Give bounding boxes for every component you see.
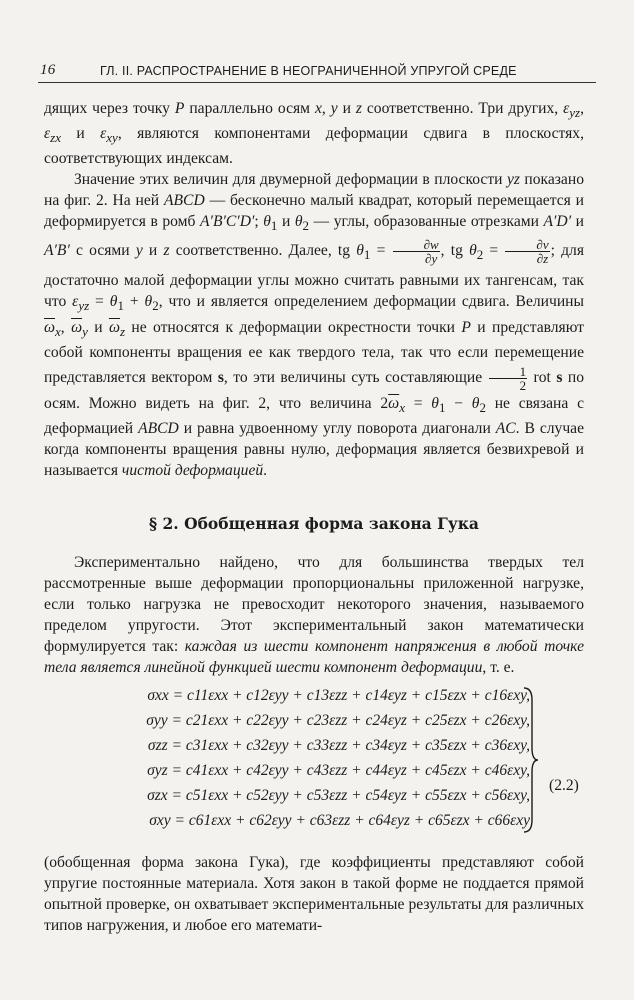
paragraph-strain-components: дящих через точку P параллельно осям x, y и z соответственно. Три других, $\varepsilon_{yz}$, $\varepsilon_{zx}$ и $\varepsilon_{xy}$, являются компонентами деформации сдвига в плоскостях, соответствующих индексам.	[44, 100, 585, 168]
page-number: 16	[40, 62, 56, 78]
running-header	[38, 60, 596, 83]
paragraph-two-dimensional-strain: Значение этих величин для двумерной деформации в плоскости yz показано на фиг. 2. На ней ABCD — бесконечно малый квадрат, который перемещается и деформируется в ромб A′B′C′D′; $\theta_1$ и $\theta_2$ — углы, образованные отрезками A′D′ и A′B′ с осями y и z соответственно. Далее, tg $\theta_1$ = $\frac{\partial w}{\partial y}$ , tg $\theta_2$ = $\frac{\partial v}{\partial z}$ ; для достаточно малой деформации углы можно считать равными их тангенсам, так что $\varepsilon_{yz} = \theta_1 + \theta_2$, что и является определением деформации сдвига. Величины $\overline{\omega}_x$, $\overline{\omega}_y$ и $\overline{\omega}_z$ не относятся к деформации окрестности точки P и представляют собой компоненты вращения ее как твердого тела, так что если перемещение представляется вектором s, то эти величины суть составляющие $\frac{1}{2}$ rot s по осям. Можно видеть на фиг. 2, что величина $2\overline{\omega}_x = \theta_1 - \theta_2$ не связана с деформацией ABCD и равна удвоенному углу поворота диагонали AC. В случае когда компоненты вращения равны нулю, деформация является безвихревой и называется чистой деформацией.	[44, 171, 585, 479]
fraction-dv-dz: $\frac{\partial v}{\partial z}$	[505, 238, 549, 265]
paragraph-after-equations: (обобщенная форма закона Гука), где коэффициенты представляют собой упругие постоянные материала. Хотя закон в такой форме не поддается прямой опытной проверке, он охватывает экспериментальные результаты для различных типов нагружения, и любое его математи-	[44, 854, 584, 934]
main-text	[44, 98, 584, 678]
equation-system	[90, 683, 530, 833]
equation-line: σxx = c11εxx + c12εyy + c13εzz + c14εyz + c15εzx + c16εxy,	[147, 687, 530, 704]
fraction-one-half: $\frac{1}{2}$	[489, 365, 528, 392]
fraction-dw-dy: $\frac{\partial w}{\partial y}$	[393, 238, 440, 265]
paragraph-hooke-law: Экспериментально найдено, что для большинства твердых тел рассмотренные выше деформации пропорциональны приложенной нагрузке, если только нагрузка не превосходит некоторого значения, называемого пределом упругости. Этот экспериментальный закон математически формулируется так: каждая из шести компонент напряжения в любой точке тела является линейной функцией шести компонент деформации, т. е.	[44, 553, 585, 676]
emphasized-term: чистой деформацией	[121, 461, 264, 479]
section-heading: § 2. Обобщенная форма закона Гука	[149, 513, 479, 533]
right-brace-icon	[522, 686, 540, 834]
equation-line: σzz = c31εxx + c32εyy + c33εzz + c34εyz + c35εzx + c36εxy,	[147, 737, 530, 754]
equation-line: σzx = c51εxx + c52εyy + c53εzz + c54εyz + c55εzx + c56εxy,	[147, 787, 530, 804]
equation-line: σyz = c41εxx + c42εyy + c43εzz + c44εyz + c45εzx + c46εxy,	[147, 762, 530, 779]
equation-number: (2.2)	[549, 777, 579, 794]
equation-line: σyy = c21εxx + c22εyy + c23εzz + c24εyz + c25εzx + c26εxy,	[146, 712, 530, 729]
running-title: ГЛ. II. РАСПРОСТРАНЕНИЕ В НЕОГРАНИЧЕННОЙ УПРУГОЙ СРЕДЕ	[100, 64, 517, 78]
equation-line: σxy = c61εxx + c62εyy + c63εzz + c64εyz + c65εzx + c66εxy	[149, 812, 530, 829]
emphasized-law-statement: каждая из шести компонент напряжения в любой точке тела является линейной функцией шести компонент деформации	[44, 637, 585, 676]
